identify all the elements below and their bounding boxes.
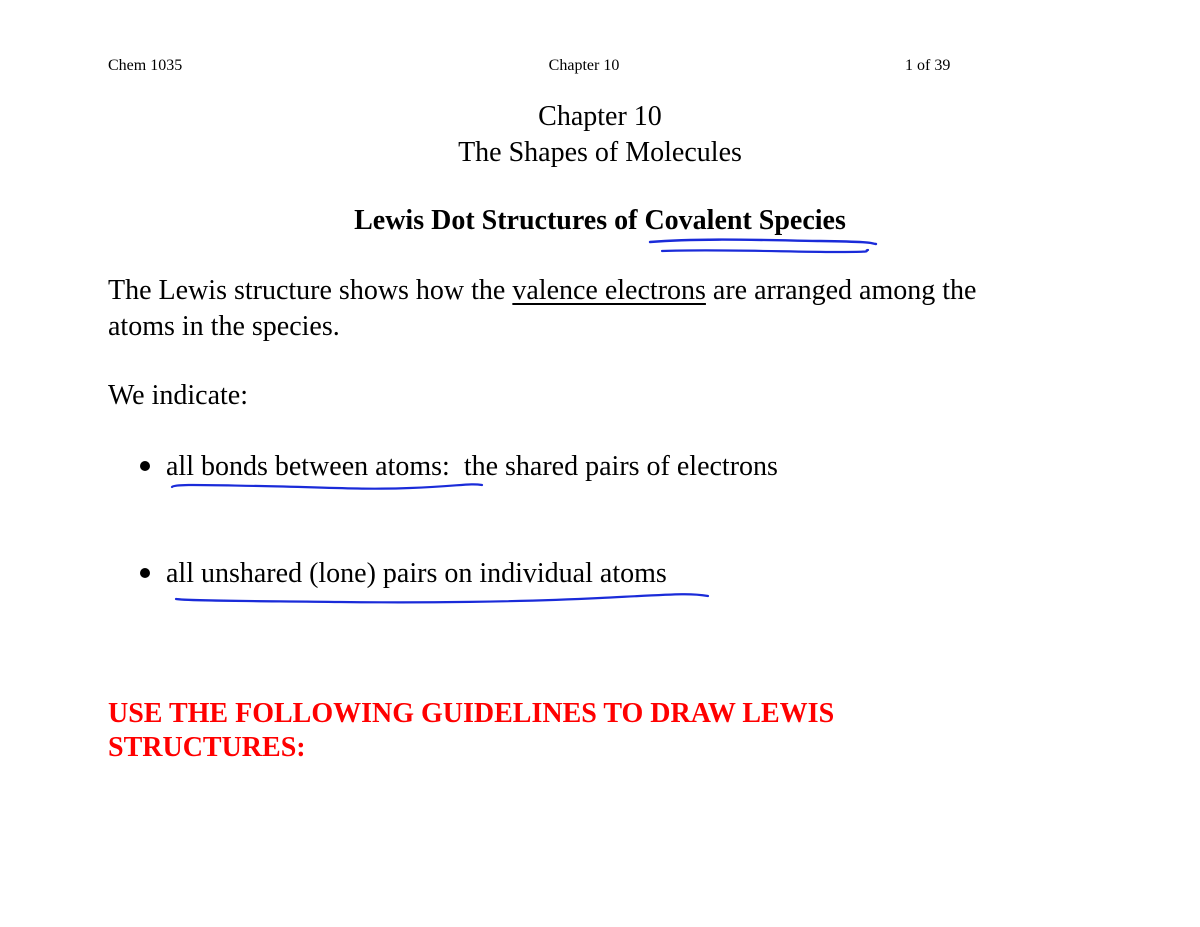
valence-electrons-term: valence electrons	[512, 275, 706, 306]
bullet-item	[140, 556, 667, 592]
header-course: Chem 1035	[108, 57, 183, 74]
bullet-dot-icon	[140, 568, 150, 578]
we-indicate-label: We indicate:	[108, 380, 249, 411]
section-heading-emphasis: Covalent Species	[644, 205, 846, 236]
guidelines-heading-line-1: USE THE FOLLOWING GUIDELINES TO DRAW LEWIS	[108, 698, 835, 729]
section-heading	[0, 204, 1200, 238]
ink-underline-lone-pairs	[176, 594, 708, 602]
bullet-dot-icon	[140, 461, 150, 471]
bullet-item	[140, 449, 778, 485]
chapter-subtitle: The Shapes of Molecules	[458, 137, 742, 168]
section-heading-text: Lewis Dot Structures of	[354, 205, 645, 236]
paragraph-text: are arranged among the	[705, 275, 977, 306]
ink-underline-covalent-2	[662, 250, 868, 252]
chapter-title: Chapter 10	[538, 101, 662, 132]
bullet-text: the shared pairs of electrons	[449, 451, 778, 482]
paragraph-text: The Lewis structure shows how the	[108, 275, 513, 306]
paragraph-line-2: atoms in the species.	[108, 311, 340, 342]
bullet-emphasis: all unshared (lone) pairs on individual atoms	[166, 558, 667, 589]
paragraph-line-1	[108, 273, 976, 309]
header-page-number: 1 of 39	[905, 57, 951, 74]
ink-underline-covalent-1	[650, 240, 876, 244]
header-chapter: Chapter 10	[548, 57, 620, 74]
guidelines-heading-line-2: STRUCTURES:	[108, 732, 306, 763]
bullet-emphasis: all bonds between atoms:	[166, 451, 450, 482]
